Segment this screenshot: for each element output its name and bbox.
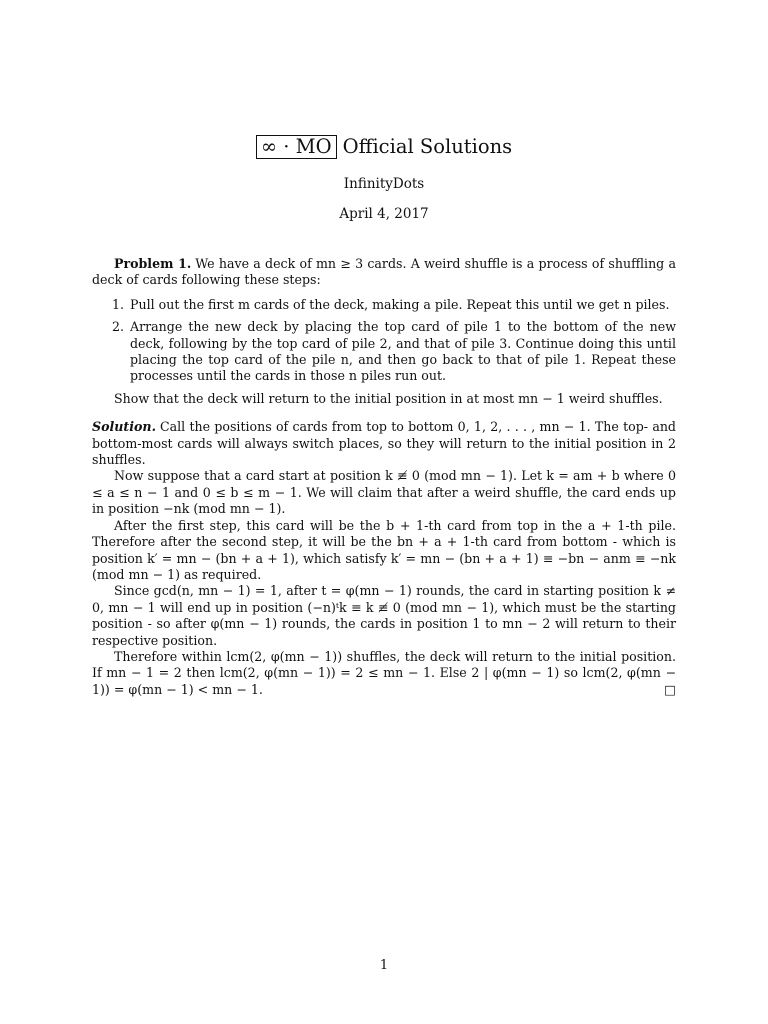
problem-steps xyxy=(92,297,676,385)
problem-intro xyxy=(92,256,676,289)
solution-paragraph: Now suppose that a card start at position k ≢ 0 (mod mn − 1). Let k = am + b where 0 ≤ a ≤ n − 1 and 0 ≤ b ≤ m − 1. We will claim that after a weird shuffle, the card ends up in position −nk (mod mn − 1). xyxy=(92,468,676,517)
solution-label: Solution. xyxy=(92,419,156,435)
solution-paragraph: Call the positions of cards from top to bottom 0, 1, 2, . . . , mn − 1. The top- and bottom-most cards will always switch places, so they will return to the initial position in 2 shuffles. xyxy=(92,419,676,468)
solution-paragraph: After the first step, this card will be the b + 1-th card from top in the a + 1-th pile. Therefore after the second step, it will be the bn + a + 1-th card from bottom - which is position k′ = mn − (bn + a + 1), which satisfy k′ = mn − (bn + a + 1) ≡ −bn − anm ≡ −nk (mod mn − 1) as required. xyxy=(92,517,676,582)
problem-intro-text: We have a deck of mn ≥ 3 cards. A weird shuffle is a process of shuffling a deck of cards following these steps: xyxy=(92,256,676,288)
solution-final-paragraph xyxy=(92,649,676,698)
solution-paragraph: Since gcd(n, mn − 1) = 1, after t = φ(mn − 1) rounds, the card in starting position k ≠ 0, mn − 1 will end up in position (−n)ᵗk ≡ k ≢ 0 (mod mn − 1), which must be the starting position - so after φ(mn − 1) rounds, the cards in position 1 to mn − 2 will return to their respective position. xyxy=(92,583,676,648)
document-body xyxy=(92,256,676,698)
solution-paragraph: Therefore within lcm(2, φ(mn − 1)) shuffles, the deck will return to the initial position. If mn − 1 = 2 then lcm(2, φ(mn − 1)) = 2 ≤ mn − 1. Else 2 | φ(mn − 1) so lcm(2, φ(mn − 1)) = φ(mn − 1) < mn − 1. xyxy=(92,648,676,697)
list-item: 2. Arrange the new deck by placing the top card of pile 1 to the bottom of the new deck, following by the top card of pile 2, and that of pile 3. Continue doing this until placing the top card of the pile n, and then go back to that of pile 1. Repeat these processes until the cards in those n piles run out. xyxy=(128,319,676,385)
title-text: Official Solutions xyxy=(342,135,513,158)
boxed-logo: ∞ · MO xyxy=(256,135,337,159)
qed-symbol: □ xyxy=(664,681,676,697)
date: April 4, 2017 xyxy=(339,206,429,222)
solution-first-paragraph xyxy=(92,419,676,468)
problem-label: Problem 1. xyxy=(114,256,192,271)
list-item: 1. Pull out the first m cards of the deck, making a pile. Repeat this until we get n piles. xyxy=(128,297,676,313)
document-title xyxy=(0,134,768,160)
problem-question: Show that the deck will return to the initial position in at most mn − 1 weird shuffles. xyxy=(114,390,663,406)
page-number: 1 xyxy=(379,958,389,973)
author: InfinityDots xyxy=(343,176,425,192)
